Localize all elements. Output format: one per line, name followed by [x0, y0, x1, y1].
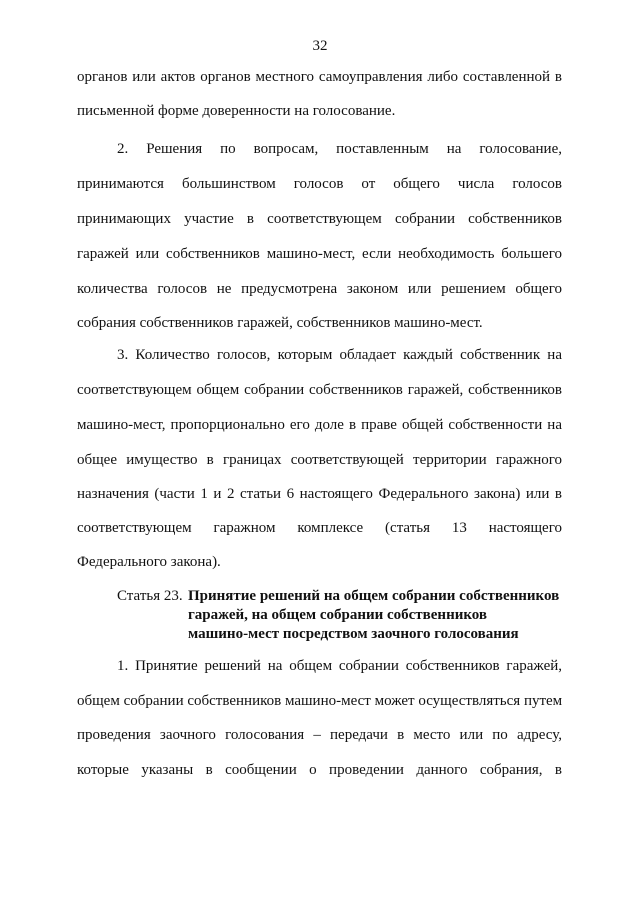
text-line: проведения заочного голосования – передачи в место или по адресу,: [77, 727, 562, 743]
text-line: гаражей или собственников машино-мест, если необходимость большего: [77, 246, 562, 262]
article-number: Статья 23.: [117, 588, 183, 604]
text-line: соответствующем гаражном комплексе (статья 13 настоящего: [77, 520, 562, 536]
text-line: количества голосов не предусмотрена законом или решением общего: [77, 281, 562, 297]
text-line: Федерального закона).: [77, 554, 221, 570]
text-line: письменной форме доверенности на голосование.: [77, 103, 396, 119]
text-line: 3. Количество голосов, которым обладает каждый собственник на: [117, 347, 562, 363]
text-line: общее имущество в границах соответствующей территории гаражного: [77, 452, 562, 468]
text-line: 1. Принятие решений на общем собрании собственников гаражей,: [117, 658, 562, 674]
text-line: общем собрании собственников машино-мест может осуществляться путем: [77, 693, 563, 709]
text-line: органов или актов органов местного самоуправления либо составленной в: [77, 69, 562, 85]
text-line: принимаются большинством голосов от общего числа голосов: [77, 176, 562, 192]
text-line: которые указаны в сообщении о проведении данного собрания, в: [77, 762, 562, 778]
article-title-line: гаражей, на общем собрании собственников: [188, 607, 488, 623]
text-line: 2. Решения по вопросам, поставленным на голосование,: [117, 141, 562, 157]
text-line: соответствующем общем собрании собственников гаражей, собственников: [77, 382, 562, 398]
page-number: 32: [312, 38, 328, 54]
article-title-line: машино-мест посредством заочного голосования: [188, 626, 519, 642]
article-title-line: Принятие решений на общем собрании собственников: [188, 588, 560, 604]
text-line: назначения (части 1 и 2 статьи 6 настоящего Федерального закона) или в: [77, 486, 562, 502]
text-line: собрания собственников гаражей, собственников машино-мест.: [77, 315, 483, 331]
text-line: принимающих участие в соответствующем собрании собственников: [77, 211, 562, 227]
text-line: машино-мест, пропорционально его доле в праве общей собственности на: [77, 417, 562, 433]
